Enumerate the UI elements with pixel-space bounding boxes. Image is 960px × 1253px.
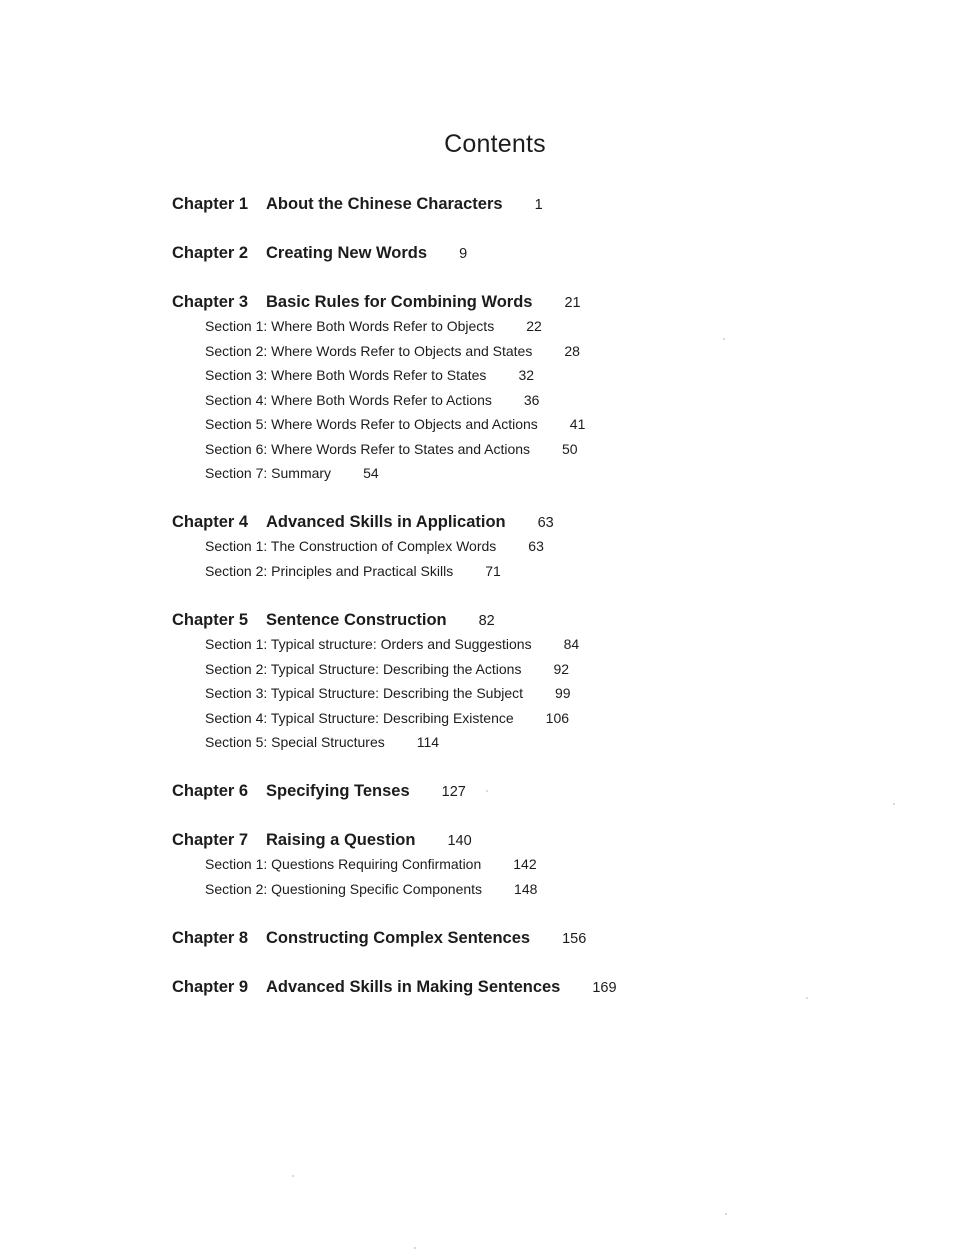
section-page-number: 32 [518, 367, 535, 383]
section-row [205, 367, 534, 383]
section-page-number: 50 [562, 440, 578, 457]
chapter-row [172, 244, 467, 263]
scan-speck [725, 1213, 727, 1215]
chapter-title: Sentence Construction [266, 611, 447, 629]
chapter-title: Constructing Complex Sentences [266, 929, 531, 947]
section-title: Section 5: Where Words Refer to Objects and Actions [205, 416, 538, 432]
scan-speck [893, 803, 895, 805]
section-page-number: 63 [528, 538, 544, 554]
section-row [205, 881, 537, 897]
chapter-title: Basic Rules for Combining Words [266, 293, 533, 311]
scan-speck [292, 1175, 294, 1177]
section-row [205, 563, 501, 579]
scan-speck [414, 1247, 416, 1249]
section-row [205, 392, 539, 408]
chapter-number: Chapter 3 [172, 293, 249, 311]
section-row [205, 856, 537, 872]
chapter-page-number: 127 [441, 784, 466, 800]
section-row [205, 636, 579, 652]
chapter-number: Chapter 2 [172, 244, 249, 262]
chapter-title: Raising a Question [266, 831, 416, 849]
section-row [205, 318, 542, 334]
section-page-number: 41 [569, 416, 586, 432]
chapter-title: Advanced Skills in Making Sentences [266, 978, 561, 996]
section-page-number: 54 [363, 465, 379, 481]
chapter-page-number: 82 [478, 613, 495, 629]
chapter-title: Creating New Words [266, 244, 428, 262]
section-page-number: 84 [563, 636, 580, 652]
chapter-page-number: 140 [447, 833, 472, 849]
section-title: Section 4: Typical Structure: Describing Existence [205, 709, 514, 726]
section-row [205, 661, 569, 677]
chapter-number: Chapter 1 [172, 195, 249, 213]
section-title: Section 2: Principles and Practical Skills [205, 562, 454, 579]
chapter-number: Chapter 4 [172, 513, 249, 531]
section-page-number: 114 [416, 734, 440, 750]
section-page-number: 28 [564, 342, 580, 359]
page-title: Contents [444, 130, 546, 158]
scan-speck [806, 997, 808, 999]
section-row [205, 416, 585, 432]
section-row [205, 685, 571, 701]
section-title: Section 6: Where Words Refer to States and Actions [205, 440, 531, 457]
chapter-title: Advanced Skills in Application [266, 513, 506, 531]
chapter-row [172, 513, 554, 532]
section-row [205, 538, 544, 554]
section-page-number: 106 [545, 709, 570, 726]
section-row [205, 441, 578, 457]
chapter-row [172, 831, 472, 850]
section-page-number: 36 [523, 391, 540, 408]
section-row [205, 465, 379, 481]
section-title: Section 2: Questioning Specific Components [205, 880, 483, 897]
chapter-page-number: 1 [534, 197, 543, 213]
chapter-row [172, 195, 543, 214]
section-title: Section 7: Summary [205, 465, 332, 481]
chapter-page-number: 169 [592, 980, 617, 996]
chapter-title: Specifying Tenses [266, 782, 410, 800]
chapter-page-number: 21 [564, 295, 581, 311]
section-title: Section 2: Where Words Refer to Objects and States [205, 342, 533, 359]
section-title: Section 2: Typical Structure: Describing the Actions [205, 660, 522, 677]
chapter-page-number: 9 [459, 246, 468, 262]
section-page-number: 71 [485, 562, 501, 579]
scan-speck [723, 338, 725, 340]
chapter-number: Chapter 7 [172, 831, 249, 849]
chapter-number: Chapter 5 [172, 611, 249, 629]
section-title: Section 3: Typical Structure: Describing the Subject [205, 685, 524, 701]
scan-speck [486, 790, 488, 792]
section-title: Section 4: Where Both Words Refer to Actions [205, 391, 492, 408]
chapter-row [172, 293, 581, 312]
section-page-number: 148 [514, 880, 538, 897]
section-title: Section 1: The Construction of Complex Words [205, 538, 497, 554]
section-title: Section 1: Where Both Words Refer to Objects [205, 318, 495, 334]
chapter-row [172, 978, 617, 997]
section-title: Section 1: Questions Requiring Confirmation [205, 856, 482, 872]
chapter-row [172, 929, 586, 948]
chapter-page-number: 63 [537, 515, 554, 531]
chapter-number: Chapter 6 [172, 782, 249, 800]
section-page-number: 99 [555, 685, 571, 701]
section-row [205, 343, 580, 359]
section-page-number: 22 [526, 318, 542, 334]
chapter-number: Chapter 8 [172, 929, 249, 947]
chapter-page-number: 156 [562, 931, 587, 947]
section-page-number: 92 [553, 660, 570, 677]
section-title: Section 1: Typical structure: Orders and Suggestions [205, 636, 532, 652]
chapter-row [172, 611, 495, 630]
section-title: Section 3: Where Both Words Refer to States [205, 367, 487, 383]
section-row [205, 734, 439, 750]
section-row [205, 710, 569, 726]
chapter-title: About the Chinese Characters [266, 195, 503, 213]
section-title: Section 5: Special Structures [205, 734, 385, 750]
chapter-number: Chapter 9 [172, 978, 249, 996]
section-page-number: 142 [513, 856, 537, 872]
chapter-row [172, 782, 466, 801]
